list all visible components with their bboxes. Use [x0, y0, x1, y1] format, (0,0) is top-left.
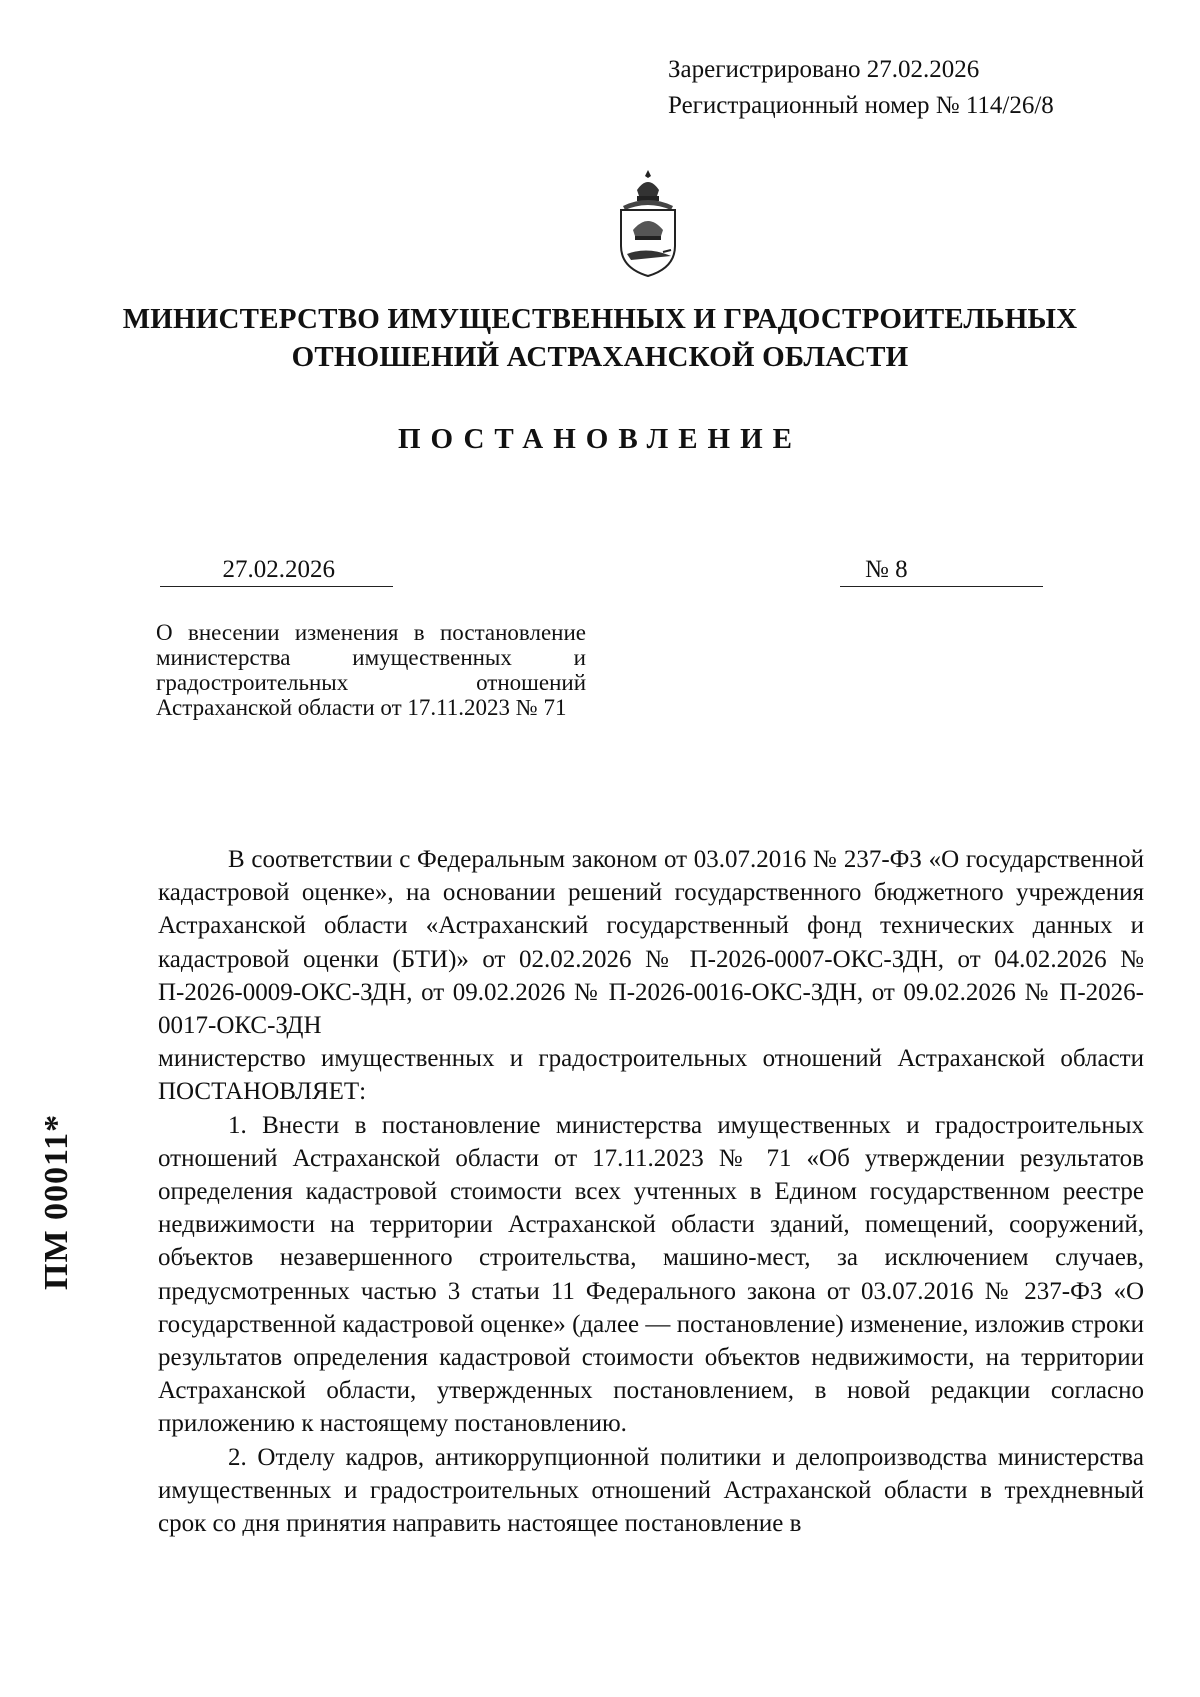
side-code-text: ПМ 00011*	[38, 1113, 75, 1290]
ministry-title-line2: ОТНОШЕНИЙ АСТРАХАНСКОЙ ОБЛАСТИ	[291, 341, 909, 373]
body-intro-continuation: министерство имущественных и градостроительных отношений Астраханской области ПОСТАНОВЛЯЕТ:	[158, 1045, 1144, 1106]
document-type: ПОСТАНОВЛЕНИЕ	[397, 423, 802, 455]
body-item-2: 2. Отделу кадров, антикоррупционной политики и делопроизводства министерства имущественных и градостроительных отношений Астраханской области в трехдневный срок со дня принятия направить настоящее постановление в	[158, 1443, 1144, 1538]
side-document-code	[38, 1113, 98, 1290]
registration-date: Зарегистрировано 27.02.2026	[668, 56, 980, 83]
coat-of-arms-icon	[607, 168, 689, 280]
body-intro: В соответствии с Федеральным законом от 03.07.2016 № 237-ФЗ «О государственной кадастровой оценке», на основании решений государственного бюджетного учреждения Астраханской области «Астраханский государственный фонд технических данных и кадастровой оценки (БТИ)» от 02.02.2026 № П-2026-0007-ОКС-ЗДН, от 04.02.2026 № П-2026-0009-ОКС-ЗДН, от 09.02.2026 № П-2026-0016-ОКС-ЗДН, от 09.02.2026 № П-2026-0017-ОКС-ЗДН	[158, 846, 1144, 1040]
registration-stamp	[668, 52, 1054, 124]
registration-number: Регистрационный номер № 114/26/8	[668, 92, 1054, 119]
document-subject: О внесении изменения в постановление министерства имущественных и градостроительных отношений Астраханской области от 17.11.2023 № 71	[156, 620, 586, 720]
ministry-title	[0, 300, 1200, 376]
document-number: № 8	[840, 553, 1043, 587]
body-item-1: 1. Внести в постановление министерства имущественных и градостроительных отношений Астраханской области от 17.11.2023 № 71 «Об утверждении результатов определения кадастровой стоимости всех учтенных в Едином государственном реестре недвижимости на территории Астраханской области зданий, помещений, сооружений, объектов незавершенного строительства, машино-мест, за исключением случаев, предусмотренных частью 3 статьи 11 Федерального закона от 03.07.2016 № 237-ФЗ «О государственной кадастровой оценке» (далее — постановление) изменение, изложив строки результатов определения кадастровой стоимости объектов недвижимости, на территории Астраханской области, утвержденных постановлением, в новой редакции согласно приложению к настоящему постановлению.	[158, 1111, 1144, 1438]
document-date: 27.02.2026	[160, 553, 393, 587]
ministry-title-line1: МИНИСТЕРСТВО ИМУЩЕСТВЕННЫХ И ГРАДОСТРОИТЕЛЬНЫХ	[122, 303, 1078, 335]
document-body	[158, 843, 1144, 1540]
